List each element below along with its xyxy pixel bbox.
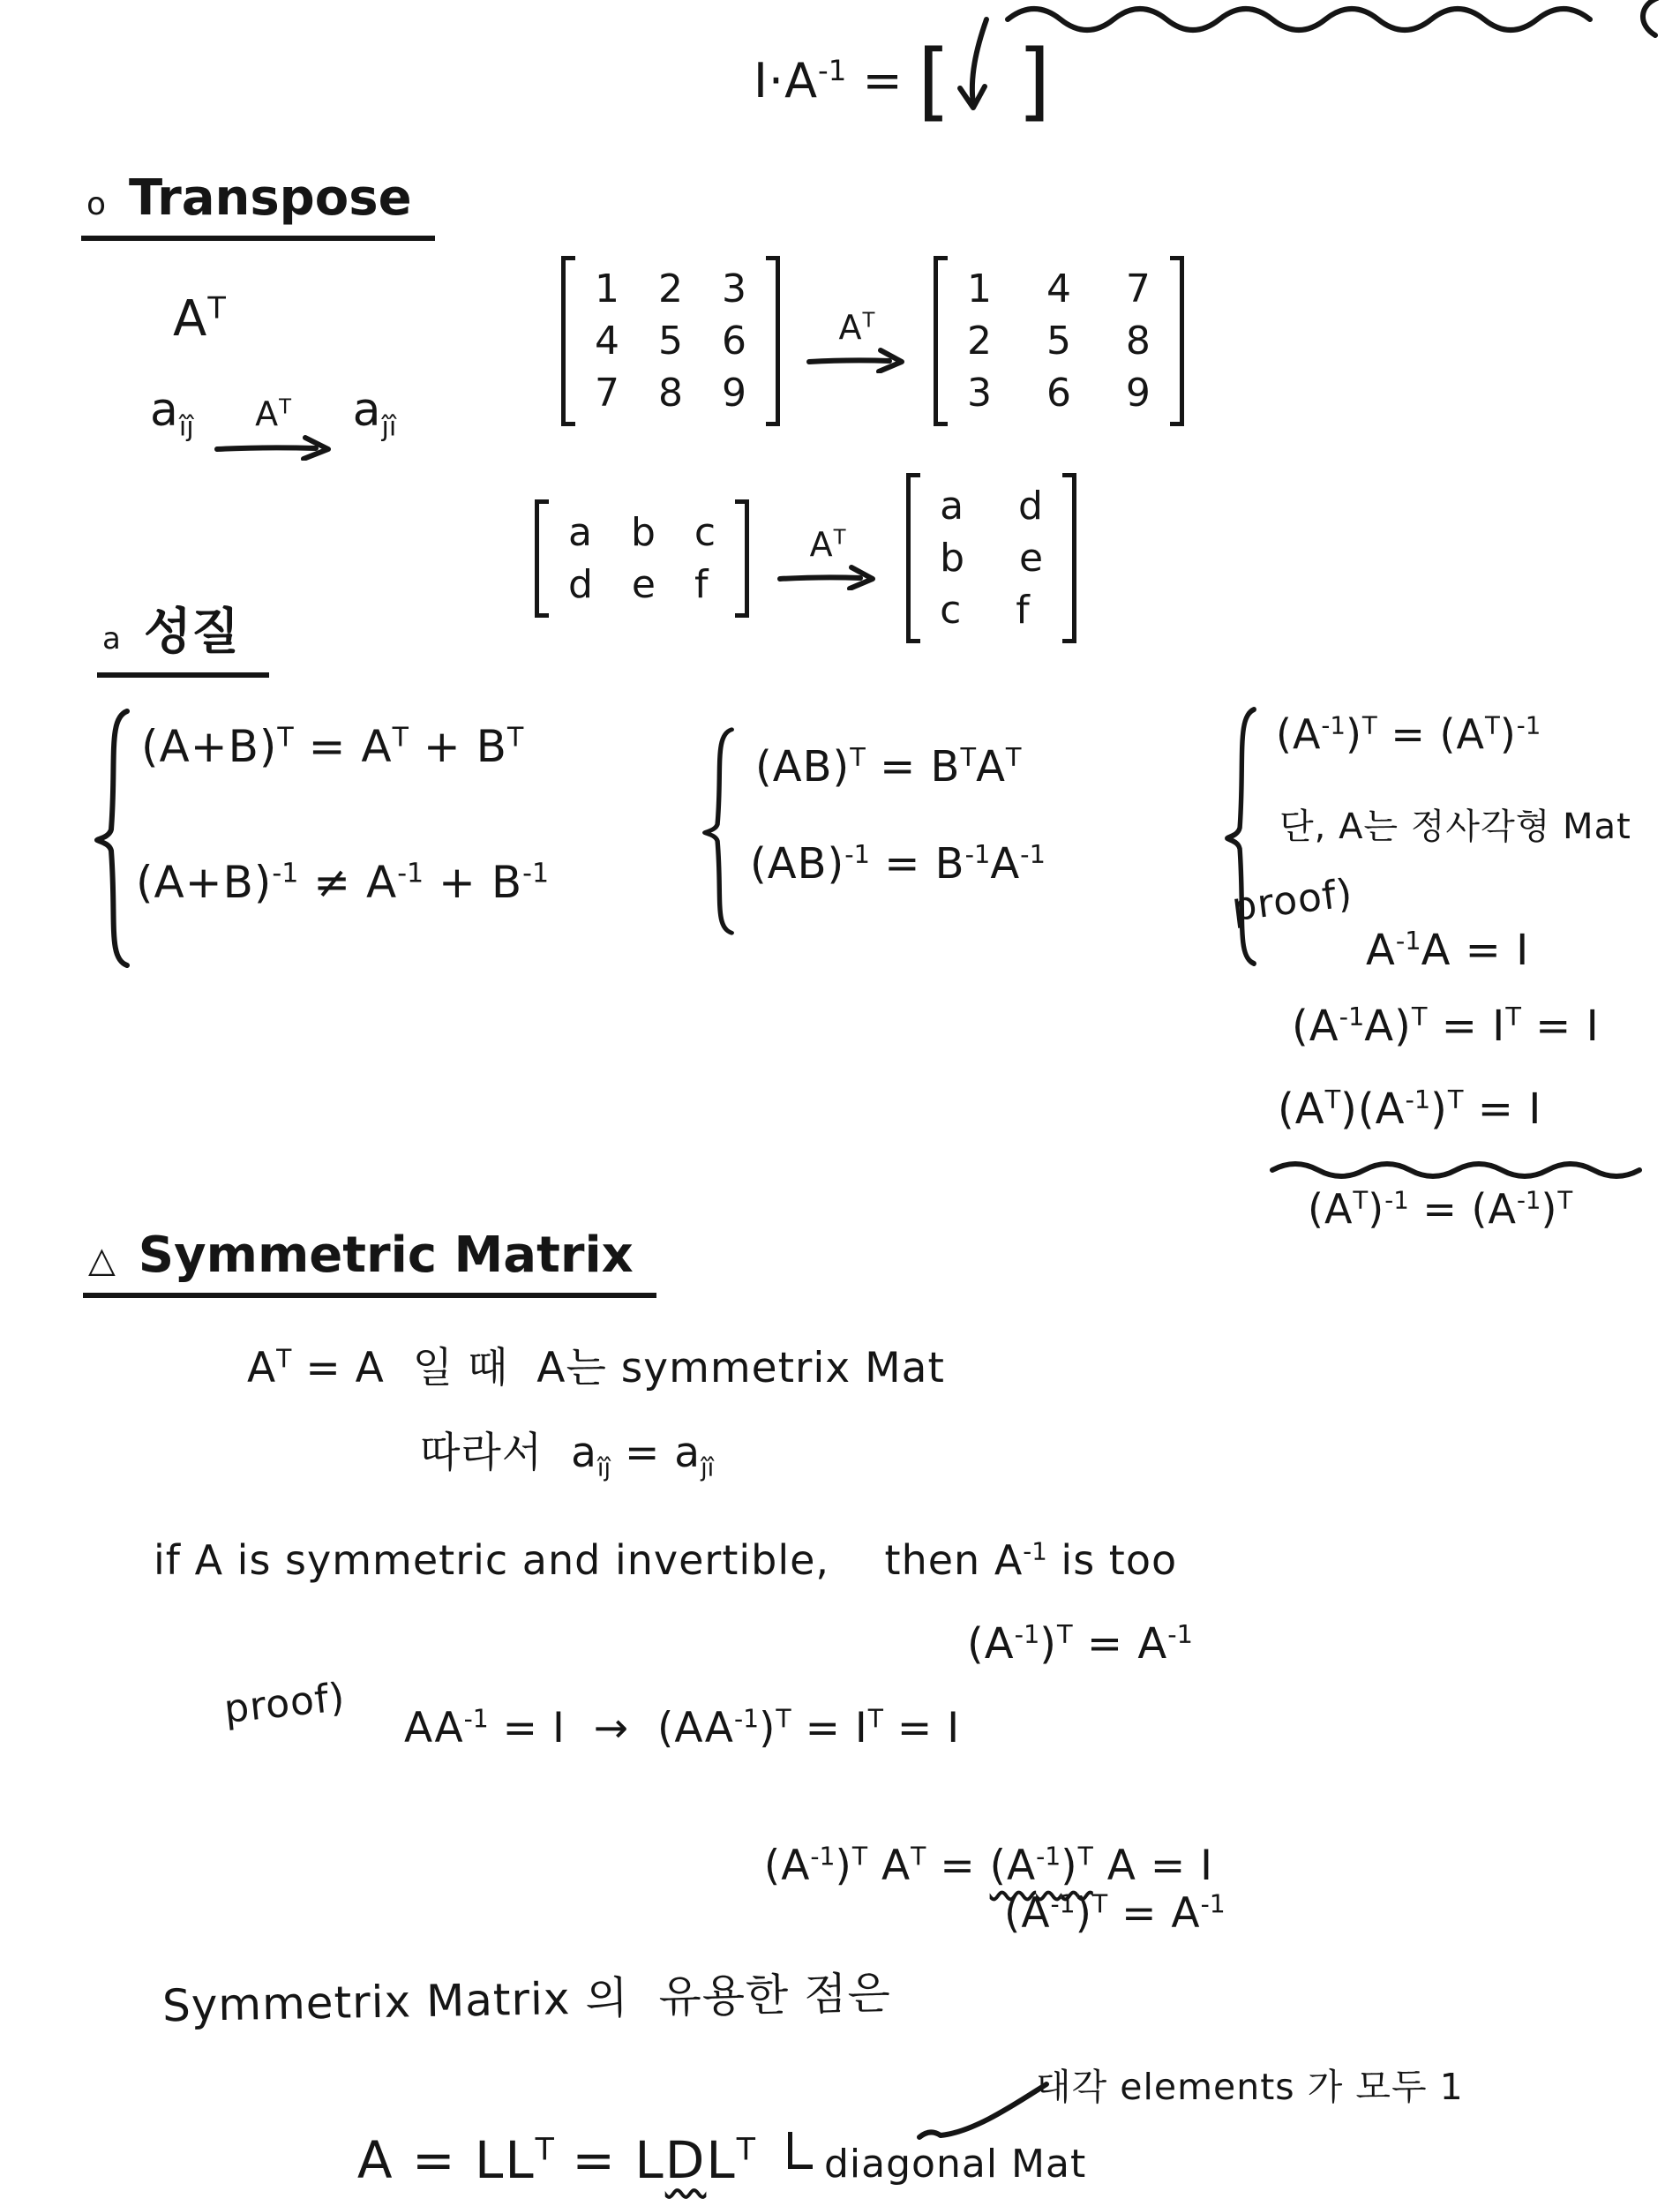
matrix-row: 3 6 9 bbox=[966, 371, 1151, 416]
matrix-row: 1 2 3 bbox=[595, 266, 746, 311]
empty-matrix-open-bracket: [ bbox=[917, 32, 951, 131]
matrix-row: 2 5 8 bbox=[966, 319, 1151, 364]
properties-bullet: a bbox=[102, 621, 121, 657]
brace-icon bbox=[695, 725, 741, 937]
transpose-arrow-1 bbox=[805, 309, 909, 374]
right-arrow-icon bbox=[212, 434, 335, 461]
symmetric-definition: $A^T = A$ 일 때 A는 symmetrix Mat bbox=[247, 1344, 945, 1392]
right-arrow-icon bbox=[805, 347, 909, 373]
matrix-example-2 bbox=[535, 473, 1076, 643]
symmetric-title: Symmetric Matrix bbox=[138, 1227, 634, 1284]
transpose-heading bbox=[81, 169, 435, 241]
transpose-arrow-label: $A^T$ bbox=[809, 524, 846, 564]
proof-label: proof) bbox=[1229, 870, 1356, 931]
brace-icon bbox=[86, 706, 138, 971]
transpose-title: Transpose bbox=[129, 169, 412, 227]
matrix-open-bracket bbox=[535, 499, 549, 618]
matrix-close-bracket bbox=[1062, 473, 1076, 643]
decomposition-left: $A = LL^T = L$ bbox=[356, 2129, 665, 2190]
matrix-open-bracket bbox=[561, 256, 575, 426]
symmetric-theorem: if A is symmetric and invertible, then $A^{-1}$ is too bbox=[154, 1536, 1178, 1584]
step2-underbraced-term: $(A^{-1})^T$ bbox=[989, 1842, 1093, 1891]
identity-inverse-formula: $I\cdot A^{-1}$ = bbox=[754, 52, 904, 109]
useful-note: Symmetrix Matrix 의 유용한 점은 bbox=[161, 1967, 892, 2032]
transpose-index-map bbox=[150, 385, 396, 461]
matrix-example-2-lhs bbox=[535, 499, 749, 618]
square-matrix-condition: 단, A는 정사각형 Mat bbox=[1279, 807, 1631, 847]
matrix-close-bracket bbox=[1170, 256, 1184, 426]
elbow-connector-icon bbox=[788, 2132, 813, 2169]
proof-label: proof) bbox=[221, 1674, 348, 1733]
symmetric-proof-conclusion: $(A^{-1})^T = A^{-1}$ bbox=[1004, 1889, 1226, 1938]
matrix-example-1-lhs bbox=[561, 256, 780, 426]
symmetric-theorem-result: $(A^{-1})^T = A^{-1}$ bbox=[967, 1619, 1193, 1669]
step2-left: $(A^{-1})^T$ $A^T$ = bbox=[763, 1842, 990, 1891]
transpose-arrow-label: $A^T$ bbox=[838, 307, 875, 347]
empty-matrix-close-bracket: ] bbox=[1017, 32, 1051, 131]
symmetric-heading bbox=[83, 1227, 656, 1298]
wavy-underline-icon bbox=[1267, 1158, 1661, 1181]
matrix-row: a b c bbox=[568, 509, 716, 555]
sum-transpose-property: $(A+B)^T = A^T + B^T$ bbox=[141, 721, 524, 772]
matrix-open-bracket bbox=[906, 473, 920, 643]
step2-right: A = I bbox=[1092, 1842, 1214, 1891]
matrix-row: 1 4 7 bbox=[966, 266, 1151, 311]
index-map-arrow-label: $A^T$ bbox=[255, 394, 292, 433]
decomposition-right: $L^T$ bbox=[706, 2129, 755, 2190]
matrix-example-1-rhs bbox=[934, 256, 1184, 426]
transpose-arrow-2 bbox=[776, 526, 880, 591]
inverse-transpose-property: $(A^{-1})^T = (A^T)^{-1}$ bbox=[1276, 710, 1541, 758]
matrix-row: b e bbox=[940, 536, 1044, 581]
proof-conclusion: $(A^T)^{-1} = (A^{-1})^T$ bbox=[1308, 1185, 1573, 1233]
product-inverse-property: $(AB)^{-1} = B^{-1}A^{-1}$ bbox=[750, 839, 1046, 889]
product-transpose-property: $(AB)^T = B^TA^T$ bbox=[755, 742, 1022, 792]
properties-title: 성질 bbox=[143, 604, 240, 661]
proof-step-1: $A^{-1}A = I$ bbox=[1366, 926, 1530, 975]
sum-inverse-property: $(A+B)^{-1} \ne A^{-1} + B^{-1}$ bbox=[136, 857, 550, 908]
matrix-open-bracket bbox=[934, 256, 948, 426]
matrix-row: a d bbox=[940, 484, 1043, 529]
index-map-arrow bbox=[212, 395, 335, 461]
index-map-rhs: $a_{ĵî}$ bbox=[352, 384, 397, 443]
symmetric-bullet: △ bbox=[88, 1240, 116, 1280]
matrix-row: d e f bbox=[568, 561, 709, 607]
symmetric-definition-2: 따라서 $a_{îĵ} = a_{ĵî}$ bbox=[420, 1429, 715, 1482]
proof-step-2: $(A^{-1}A)^T = I^T = I$ bbox=[1292, 1002, 1600, 1051]
matrix-close-bracket bbox=[735, 499, 749, 618]
llt-decomposition bbox=[321, 2072, 755, 2189]
transpose-notation: $A^T$ bbox=[173, 290, 226, 348]
diagonal-elements-annotation: 대각 elements 가 모두 1 bbox=[1036, 2066, 1464, 2108]
properties-heading bbox=[97, 593, 269, 678]
matrix-row: c f bbox=[940, 588, 1030, 633]
diagonal-mat-label: diagonal Mat bbox=[824, 2142, 1087, 2187]
symmetric-proof-step-1: $AA^{-1} = I \to (AA^{-1})^T = I^T = I$ bbox=[404, 1704, 961, 1752]
matrix-row: 7 8 9 bbox=[595, 371, 746, 416]
curve-connector-icon bbox=[912, 2074, 1054, 2144]
matrix-row: 4 5 6 bbox=[595, 319, 746, 364]
matrix-example-1 bbox=[561, 256, 1184, 426]
matrix-close-bracket bbox=[766, 256, 780, 426]
transpose-bullet: o bbox=[86, 186, 107, 222]
proof-step-3: $(A^T)(A^{-1})^T = I$ bbox=[1278, 1084, 1542, 1134]
identity-inverse-expression bbox=[754, 32, 1051, 131]
index-map-lhs: $a_{îĵ}$ bbox=[150, 384, 194, 443]
matrix-example-2-rhs bbox=[906, 473, 1076, 643]
symmetric-proof-step-2 bbox=[736, 1795, 1213, 1890]
wavy-line-icon bbox=[1002, 0, 1680, 39]
decomposition-diagonal-term: D bbox=[664, 2129, 707, 2190]
right-arrow-icon bbox=[776, 564, 880, 590]
